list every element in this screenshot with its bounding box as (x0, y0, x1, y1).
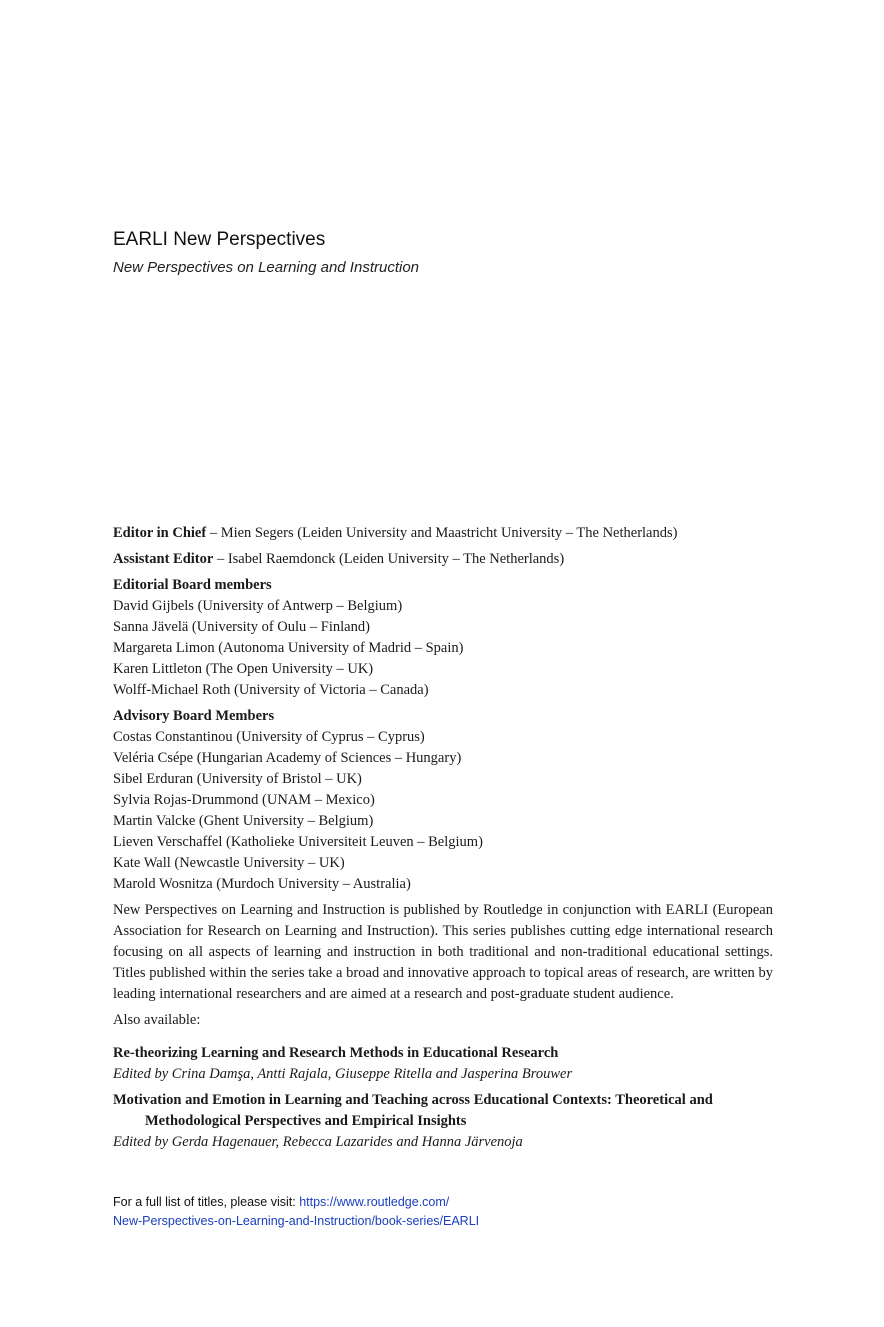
series-link[interactable]: https://www.routledge.com/ (299, 1195, 450, 1209)
footer-note (113, 1193, 479, 1231)
series-link-continued[interactable]: New-Perspectives-on-Learning-and-Instruction/book-series/EARLI (113, 1214, 480, 1228)
editorial-board-member: David Gijbels (University of Antwerp – Belgium) (113, 598, 403, 614)
editor-in-chief-name: – Mien Segers (Leiden University and Maastricht University – The Netherlands) (206, 525, 678, 541)
also-available-label: Also available: (113, 1012, 201, 1028)
editorial-board (113, 575, 773, 701)
advisory-board-member: Costas Constantinou (University of Cyprus – Cyprus) (113, 729, 425, 745)
book-title: Motivation and Emotion in Learning and Teaching across Educational Contexts: Theoretical and Methodological Perspectives and Empirical Insights (113, 1092, 713, 1129)
advisory-board-heading: Advisory Board Members (113, 708, 275, 724)
editorial-board-member: Sanna Jävelä (University of Oulu – Finland) (113, 619, 370, 635)
editor-in-chief-line (113, 523, 773, 544)
advisory-board-member: Marold Wosnitza (Murdoch University – Australia) (113, 876, 411, 892)
book-entry (113, 1043, 773, 1085)
footer-text: For a full list of titles, please visit: (113, 1195, 300, 1209)
assistant-editor-label: Assistant Editor (113, 551, 214, 567)
advisory-board-member: Sibel Erduran (University of Bristol – UK) (113, 771, 362, 787)
advisory-board-member: Lieven Verschaffel (Katholieke Universiteit Leuven – Belgium) (113, 834, 483, 850)
book-editors: Edited by Gerda Hagenauer, Rebecca Lazarides and Hanna Järvenoja (113, 1134, 523, 1150)
editorial-board-heading: Editorial Board members (113, 577, 272, 593)
editorial-board-member: Karen Littleton (The Open University – UK) (113, 661, 374, 677)
advisory-board (113, 706, 773, 895)
book-editors: Edited by Crina Damşa, Antti Rajala, Giuseppe Ritella and Jasperina Brouwer (113, 1066, 573, 1082)
book-entry (113, 1090, 773, 1153)
advisory-board-member: Sylvia Rojas-Drummond (UNAM – Mexico) (113, 792, 375, 808)
series-information (113, 523, 773, 1158)
assistant-editor-line (113, 549, 773, 570)
advisory-board-member: Kate Wall (Newcastle University – UK) (113, 855, 345, 871)
series-description: New Perspectives on Learning and Instruction is published by Routledge in conjunction with EARLI (European Association for Research on Learning and Instruction). This series publishes cutting edge international research focusing on all aspects of learning and instruction in both traditional and non-traditional educational settings. Titles published within the series take a broad and innovative approach to topical areas of research, are written by leading international researchers and are aimed at a research and post-graduate student audience. (113, 902, 773, 1002)
editorial-board-member: Margareta Limon (Autonoma University of Madrid – Spain) (113, 640, 464, 656)
series-subtitle: New Perspectives on Learning and Instruction (113, 259, 420, 276)
editorial-board-member: Wolff-Michael Roth (University of Victoria – Canada) (113, 682, 429, 698)
editor-in-chief-label: Editor in Chief (113, 525, 207, 541)
advisory-board-member: Veléria Csépe (Hungarian Academy of Sciences – Hungary) (113, 750, 462, 766)
advisory-board-member: Martin Valcke (Ghent University – Belgium) (113, 813, 374, 829)
book-title: Re-theorizing Learning and Research Methods in Educational Research (113, 1045, 559, 1061)
series-title: EARLI New Perspectives (113, 229, 326, 250)
assistant-editor-name: – Isabel Raemdonck (Leiden University – The Netherlands) (213, 551, 565, 567)
